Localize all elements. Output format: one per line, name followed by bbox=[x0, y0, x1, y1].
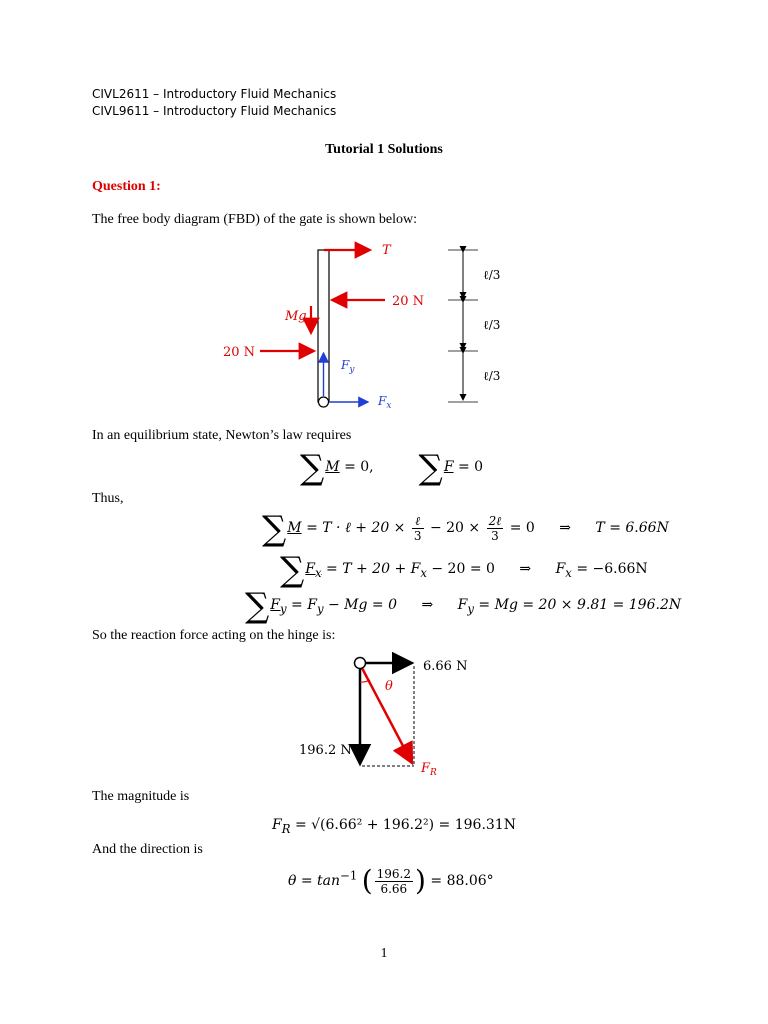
course-line-2: CIVL9611 – Introductory Fluid Mechanics bbox=[92, 104, 337, 118]
direction-text: And the direction is bbox=[92, 842, 203, 857]
fx-equation: $\sum F_x = T + 20 + F_x - 20 = 0$ ⇒ $F_x = -6.66N$ bbox=[280, 550, 648, 590]
left-force-label: 20 N bbox=[223, 345, 256, 360]
hinge-fx-label: 6.66 N bbox=[423, 659, 468, 674]
thus-text: Thus, bbox=[92, 491, 124, 506]
question-heading: Question 1: bbox=[92, 179, 161, 194]
magnitude-equation: $F_R = √(6.66^2 + 196.2^2) = 196.31N$ bbox=[272, 817, 516, 836]
fy-equation: $\sum F_y = F_y - Mg = 0$ ⇒ $F_y = Mg = 20 \times 9.81 = 196.2N$ bbox=[245, 586, 682, 626]
hinge-point bbox=[355, 658, 366, 669]
resultant-label: $F_R$ bbox=[421, 761, 437, 778]
hinge-circle bbox=[319, 397, 329, 407]
theta-label: θ bbox=[385, 679, 393, 694]
reaction-text: So the reaction force acting on the hinge is: bbox=[92, 628, 336, 643]
hinge-fy-label: 196.2 N bbox=[299, 743, 352, 758]
moment-equation: ∑M = T · ℓ + 20 × $\frac{\text{ℓ}}{3}$ − 20 × $\frac{\text{2ℓ}}{3}$ = 0 ⇒ T = 6.66N bbox=[262, 509, 669, 549]
intro-text: The free body diagram (FBD) of the gate is shown below: bbox=[92, 212, 418, 227]
hinge-reaction-diagram bbox=[290, 652, 480, 782]
weight-label: Mg bbox=[285, 309, 307, 324]
page-number: 1 bbox=[380, 946, 388, 961]
free-body-diagram bbox=[210, 238, 510, 413]
right-force-label: 20 N bbox=[392, 294, 425, 309]
dimension-label-1: ℓ/3 bbox=[483, 268, 501, 282]
dimension-label-2: ℓ/3 bbox=[483, 318, 501, 332]
direction-equation: $\theta = \tan^{-1}$ ( $\frac{196.2}{6.66}$ ) = 88.06° bbox=[288, 864, 494, 897]
equilibrium-equation: ∑M = 0, ∑F = 0 bbox=[300, 448, 484, 488]
course-line-1: CIVL2611 – Introductory Fluid Mechanics bbox=[92, 87, 337, 101]
equilibrium-text: In an equilibrium state, Newton’s law requires bbox=[92, 428, 352, 443]
fx-label: $F_x$ bbox=[378, 394, 392, 411]
dimension-label-3: ℓ/3 bbox=[483, 369, 501, 383]
tension-label: T bbox=[382, 243, 391, 258]
fy-label: $F_y$ bbox=[341, 358, 355, 375]
page-title: Tutorial 1 Solutions bbox=[325, 142, 443, 157]
magnitude-text: The magnitude is bbox=[92, 789, 190, 804]
